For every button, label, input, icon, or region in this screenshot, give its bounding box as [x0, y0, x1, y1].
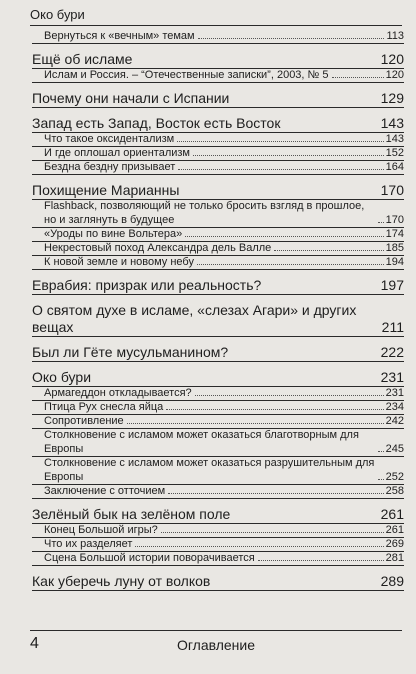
- toc-entry-title: Птица Рух снесла яйца: [44, 401, 164, 413]
- toc-entry-page: 231: [380, 369, 404, 385]
- toc-chapter-entry: [32, 294, 404, 336]
- toc-entry-page: 164: [385, 161, 404, 173]
- toc-entry-title: Столкновение с исламом может оказаться благотворным для Европы: [44, 429, 359, 455]
- toc-entry-page: 185: [385, 242, 404, 254]
- dot-leader: [195, 395, 384, 396]
- toc-section-entry: [44, 523, 404, 537]
- toc-entry-title: И где оплошал ориентализм: [44, 147, 190, 159]
- entry-rule: [32, 590, 404, 591]
- toc-entry-page: 261: [385, 524, 404, 536]
- toc-entry-page: 170: [380, 182, 404, 198]
- dot-leader: [135, 546, 383, 547]
- dot-leader: [258, 560, 384, 561]
- toc-entry-page: 129: [380, 90, 404, 106]
- toc-entry-title: Сопротивление: [44, 415, 124, 427]
- toc-entry-page: 194: [385, 256, 404, 268]
- toc-section-entry: [44, 68, 404, 82]
- dot-leader: [166, 409, 383, 410]
- toc-entry-title: Что такое оксидентализм: [44, 133, 175, 145]
- dot-leader: [168, 493, 383, 494]
- toc-section-entry: [44, 255, 404, 269]
- toc-entry-title: «Уроды по вине Вольтера»: [44, 228, 183, 240]
- toc-entry-page: 113: [386, 30, 404, 42]
- toc-section-entry: [44, 414, 404, 428]
- toc-entry-title: Око бури: [32, 369, 92, 385]
- toc-entry-title: Еврабия: призрак или реальность?: [32, 277, 262, 293]
- toc-entry-title: Ещё об исламе: [32, 51, 133, 67]
- running-header: [30, 7, 402, 26]
- toc-section-entry: [44, 29, 404, 43]
- toc-entry-page: 281: [385, 552, 404, 564]
- toc-entry-page: 174: [385, 228, 404, 240]
- toc-entry-title: Как уберечь луну от волков: [32, 573, 211, 589]
- toc-entry-page: 289: [380, 573, 404, 589]
- toc-entry-page: 211: [381, 319, 404, 335]
- toc-entry-page: 152: [385, 147, 404, 159]
- toc-entry-title: Что их разделяет: [44, 538, 133, 550]
- toc-entry-title: Армагеддон откладывается?: [44, 387, 192, 399]
- toc-section-entry: [44, 537, 404, 551]
- toc-section-entry: [44, 160, 404, 174]
- dot-leader: [378, 451, 384, 452]
- toc-chapter-entry: [32, 336, 404, 361]
- toc-chapter-entry: [32, 565, 404, 590]
- toc-section-entry: [44, 456, 404, 484]
- toc-section-entry: [44, 551, 404, 565]
- dot-leader: [332, 77, 384, 78]
- toc-section-entry: [44, 146, 404, 160]
- toc-entry-title: Flashback, позволяющий не только бросить взгляд в прошлое, но и заглянуть в будущее: [44, 200, 365, 226]
- toc-entry-title: Сцена Большой истории поворачивается: [44, 552, 255, 564]
- dot-leader: [197, 264, 384, 265]
- toc-entry-page: 231: [385, 387, 404, 399]
- dot-leader: [274, 250, 383, 251]
- toc-section-entry: [44, 199, 404, 227]
- toc-entry-page: 258: [385, 485, 404, 497]
- toc-entry-title: Зелёный бык на зелёном поле: [32, 506, 231, 522]
- toc-entry-title: К новой земле и новому небу: [44, 256, 194, 268]
- toc-chapter-entry: [32, 361, 404, 386]
- footer-label: Оглавление: [176, 637, 256, 653]
- toc-chapter-entry: [32, 43, 404, 68]
- dot-leader: [177, 141, 383, 142]
- toc-entry-page: 261: [380, 506, 404, 522]
- toc-entry-page: 252: [385, 471, 404, 483]
- toc-chapter-entry: [32, 174, 404, 199]
- toc-entry-page: 120: [385, 69, 404, 81]
- dot-leader: [378, 222, 384, 223]
- toc-section-entry: [44, 241, 404, 255]
- toc-entry-page: 120: [380, 51, 404, 67]
- toc-entry-title: Конец Большой игры?: [44, 524, 158, 536]
- toc-entry-page: 222: [380, 344, 404, 360]
- toc-entry-page: 269: [385, 538, 404, 550]
- page-footer: [30, 630, 402, 661]
- toc-section-entry: [44, 428, 404, 456]
- toc-entry-title: Бездна бездну призывает: [44, 161, 176, 173]
- toc-entry-title: Некрестовый поход Александра дель Валле: [44, 242, 272, 254]
- table-of-contents: [32, 29, 404, 590]
- toc-entry-title: Запад есть Запад, Восток есть Восток: [32, 115, 281, 131]
- toc-entry-page: 234: [385, 401, 404, 413]
- toc-chapter-entry: [32, 107, 404, 132]
- dot-leader: [193, 155, 384, 156]
- toc-entry-title: Ислам и Россия. – “Отечественные записки”, 2003, № 5: [44, 69, 329, 81]
- toc-chapter-entry: [32, 498, 404, 523]
- toc-entry-page: 197: [380, 277, 404, 293]
- toc-entry-page: 245: [385, 443, 404, 455]
- toc-entry-title: Вернуться к «вечным» темам: [44, 30, 195, 42]
- toc-chapter-entry: [32, 82, 404, 107]
- dot-leader: [178, 169, 383, 170]
- dot-leader: [378, 479, 384, 480]
- toc-section-entry: [44, 227, 404, 241]
- dot-leader: [127, 423, 384, 424]
- toc-section-entry: [44, 484, 404, 498]
- toc-entry-title: Похищение Марианны: [32, 182, 180, 198]
- toc-section-entry: [44, 386, 404, 400]
- running-header-title: Око бури: [30, 7, 85, 22]
- toc-entry-title: О святом духе в исламе, «слезах Агари» и других вещах: [32, 302, 357, 335]
- toc-entry-title: Был ли Гёте мусульманином?: [32, 344, 229, 360]
- toc-entry-title: Почему они начали с Испании: [32, 90, 230, 106]
- dot-leader: [198, 38, 385, 39]
- toc-entry-page: 170: [385, 214, 404, 226]
- toc-entry-title: Заключение с отточием: [44, 485, 166, 497]
- toc-entry-page: 242: [385, 415, 404, 427]
- toc-chapter-entry: [32, 269, 404, 294]
- toc-section-entry: [44, 132, 404, 146]
- toc-entry-page: 143: [380, 115, 404, 131]
- toc-section-entry: [44, 400, 404, 414]
- toc-entry-page: 143: [385, 133, 404, 145]
- page-number: 4: [30, 635, 39, 652]
- dot-leader: [185, 236, 383, 237]
- toc-entry-title: Столкновение с исламом может оказаться разрушительным для Европы: [44, 457, 375, 483]
- dot-leader: [161, 532, 384, 533]
